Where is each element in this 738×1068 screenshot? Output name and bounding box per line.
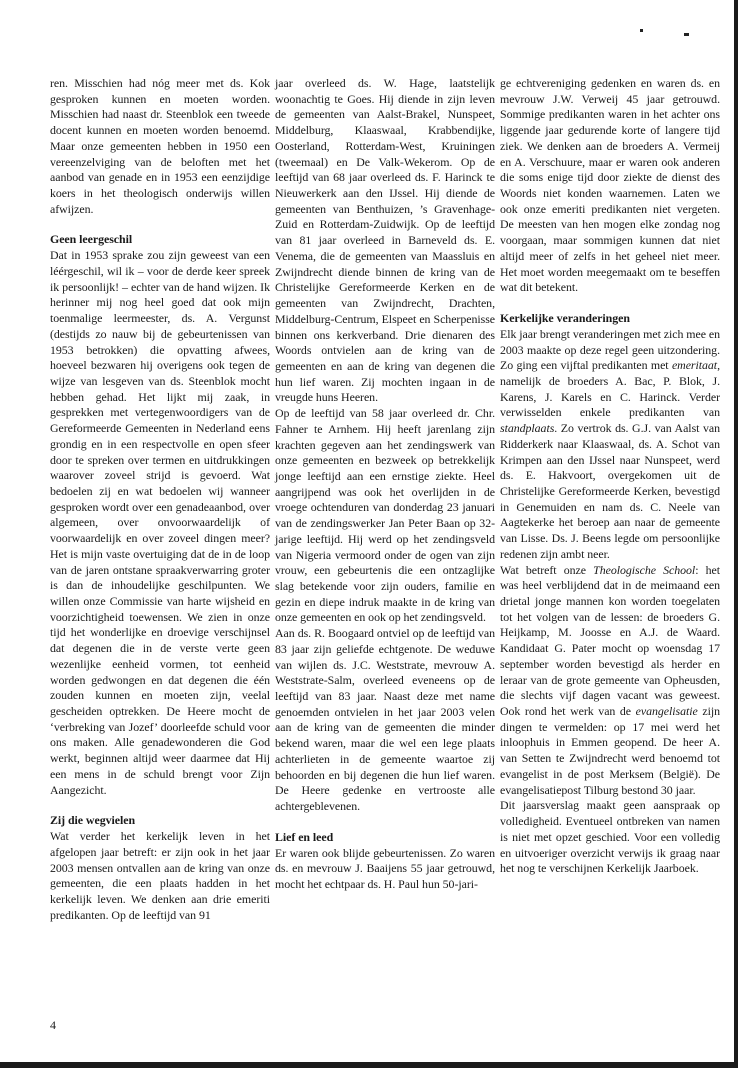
section-heading-zij-die-wegvielen: Zij die wegvielen bbox=[50, 813, 136, 828]
section-heading-geen-leergeschil: Geen leergeschil bbox=[50, 232, 133, 247]
paragraph: Er waren ook blijde gebeurtenissen. Zo waren ds. en mevrouw J. Baaijens 55 jaar getrouwd, mocht het echtpaar ds. H. Paul hun 50-jari- bbox=[275, 845, 495, 891]
text-run: zijn dingen te vermelden: op 17 mei werd het inloophuis in Emmen geopend. De heer A. van Setten te Zwijndrecht werd benoemd tot evangelist in de post Merksem (België). De evangelisatiepost Tilburg bestond 30 jaar. bbox=[500, 704, 720, 797]
paragraph: jaar overleed ds. W. Hage, laatstelijk woonachtig te Goes. Hij diende in zijn leven de gemeenten van Aalst-Brakel, Nunspeet, Middelburg, Klaaswaal, Krabbendijke, Oosterland, Rotterdam-West, Kruiningen (tweemaal) en De Valk-Wekerom. Op de leeftijd van 68 jaar overleed ds. F. Harinck te Nieuwerkerk aan den IJssel. Hij diende de gemeenten van Benthuizen, ’s Gravenhage-Zuid en Rotterdam-Zuidwijk. Op de leeftijd van 81 jaar overleed in Barneveld ds. E. Venema, die de gemeenten van Maassluis en Zwijndrecht diende binnen de kring van de Christelijke Gereformeerde Kerken en de gemeenten van Zwijndrecht, Drachten, Middelburg-Centrum, Elspeet en Scherpenisse binnen ons kerkverband. Drie dienaren des Woords ontvielen aan de kring van de gemeenten en aan de kring van degenen die hun lief waren. Zij mochten ingaan in de vreugde huns Heeren. bbox=[275, 76, 495, 405]
paragraph: Dat in 1953 sprake zou zijn geweest van een léérgeschil, wil ik – voor de derde keer spreek ik persoonlijk! – echter van de hand wijzen. Ik herinner mij nog heel goed dat ook mijn toenmalige leermeester, ds. A. Vergunst (destijds zo nauw bij de gebeurtenissen van 1953 betrokken) die opvatting afwees, hoeveel bezwaren hij overigens ook tegen de wijze van lesgeven van ds. Steenblok mocht hebben gehad. Het lijkt mij zaak, in gesprekken met vertegenwoordigers van de Gereformeerde Gemeenten in Nederland eens grondig en in een respectvolle en open sfeer door te spreken over termen en uitdrukkingen waarover zoveel strijd is gevoerd. Wat bedoelen zij en wat bedoelen wij wanneer gesproken wordt over een genadeaanbod, over algemeen, over onvoorwaardelijk of voorwaardelijk en over zoveel dingen meer? Het is mijn vaste overtuiging dat de in de loop van de jaren ontstane spraakverwarring groter is dan de inhoudelijke geschilpunten. We willen onze Commissie van harte wijsheid en voorzichtigheid toewensen. We zien in onze tijd het wonderlijke en droevige verschijnsel dat degenen die in de verste verte geen wezenlijke eenheid vormen, tot eenheid worden gedwongen en dat degenen die één zouden kunnen en moeten zijn, veelal gescheiden optrekken. De Heere mocht de ‘verbreking van Jozef’ doorleefde schuld voor ons maken. Alle genadewonderen die God werkt, beginnen altijd weer daarmee dat Hij een mens in de schuld brengt voor Zijn Aangezicht. bbox=[50, 248, 270, 797]
column-3 bbox=[500, 76, 720, 877]
text-run: Wat betreft onze bbox=[500, 562, 594, 577]
paragraph bbox=[500, 327, 720, 563]
paragraph bbox=[500, 563, 720, 799]
section-heading-kerkelijke-veranderingen: Kerkelijke veranderingen bbox=[500, 311, 630, 326]
column-2 bbox=[275, 76, 495, 893]
italic-term: standplaats bbox=[500, 421, 555, 436]
paragraph: ge echtvereniging gedenken en waren ds. en mevrouw J.W. Verweij 45 jaar getrouwd. Sommige predikanten waren in het achter ons liggende jaar gedurende korte of langere tijd ziek. We denken aan de broeders A. Vermeij en A. Verschuure, maar er waren ook anderen die soms enige tijd door ziekte de dienst des Woords niet konden waarnemen. Laten we ook onze emeriti predikanten niet vergeten. De meesten van hen mogen elke zondag nog voorgaan, maar sommigen kunnen dat niet altijd meer of zelfs in het geheel niet meer. Het moet worden meegemaakt om te beseffen wat dit betekent. bbox=[500, 76, 720, 295]
scan-speck bbox=[684, 33, 689, 36]
italic-term: evangelisatie bbox=[635, 704, 698, 719]
page-number: 4 bbox=[50, 1018, 56, 1032]
text-run: . Zo vertrok ds. G.J. van Aalst van Ridderkerk naar Klaaswaal, ds. A. Schot van Krimpen aan den IJssel naar Nunspeet, werd ds. E. Hakvoort, overgekomen uit de Christelijke Gereformeerde Kerken, bevestigd in Genemuiden en nam ds. C. Neele van Aagtekerke het beroep aan naar de gemeente van Lisse. Ds. J. Beens legde om persoonlijke redenen zijn ambt neer. bbox=[500, 421, 720, 561]
paragraph: Dit jaarsverslag maakt geen aanspraak op volledigheid. Eventueel ontbreken van namen is niet met opzet geschied. Voor een volledig en uitvoeriger overzicht verwijs ik graag naar het nog te verschijnen Kerkelijk Jaarboek. bbox=[500, 798, 720, 876]
paragraph: ren. Misschien had nóg meer met ds. Kok gesproken kunnen en moeten worden. Misschien had naast dr. Steenblok een tweede docent kunnen en moeten worden benoemd. Maar onze gemeenten hebben in 1950 een vereenzelviging van de beloften met het aanbod van genade en in 1953 een eenzijdige koers in het theologisch onderwijs willen afwijzen. bbox=[50, 76, 270, 216]
text-run: Elk jaar brengt veranderingen met zich mee en 2003 maakte op deze regel geen uitzondering. Zo ging een vijftal predikanten met bbox=[500, 326, 720, 373]
italic-term: Theologische School bbox=[593, 562, 696, 577]
text-run: : het was heel verblijdend dat in de meimaand een drietal jonge mannen kon worden toegelaten tot het volgen van de lessen: de broeders G. Heijkamp, M. Joosse en A.J. de Waard. Kandidaat G. Pater mocht op woensdag 17 september worden bevestigd als herder en leraar van de grote gemeente van Opheusden, die slechts vijf dagen vacant was geweest. Ook rond het werk van de bbox=[500, 562, 720, 719]
section-heading-lief-en-leed: Lief en leed bbox=[275, 829, 334, 844]
italic-term: emeritaat bbox=[671, 358, 718, 373]
text-run: , namelijk de broeders A. Bac, P. Blok, J. Karens, J. Karels en C. Harinck. Verder verwisselden enkele predikanten van bbox=[500, 358, 720, 420]
paragraph: Op de leeftijd van 58 jaar overleed dr. Chr. Fahner te Arnhem. Hij heeft jarenlang zijn krachten gegeven aan het zendingswerk van onze gemeenten en bezweek op betrekkelijk jonge leeftijd aan een ernstige ziekte. Heel aangrijpend was ook het overlijden in de vroege ochtenduren van donderdag 23 januari van de zendingswerker Jan Peter Baan op 32-jarige leeftijd. Hij werd op het zendingsveld van Nigeria vermoord onder de ogen van zijn vrouw, een gebeurtenis die een ontzaglijke slag betekende voor zijn ouders, familie en gezin en diepe indruk maakte in de kring van onze gemeenten en ook op het zendingsveld. bbox=[275, 406, 495, 625]
scan-speck bbox=[640, 29, 643, 32]
scan-edge-bottom bbox=[0, 1062, 738, 1068]
column-1 bbox=[50, 76, 270, 923]
scan-edge-right bbox=[734, 0, 738, 1068]
paragraph: Aan ds. R. Boogaard ontviel op de leeftijd van 83 jaar zijn geliefde echtgenote. De weduwe van wijlen ds. J.C. Weststrate, mevrouw A. Weststrate-Salm, overleed eveneens op de leeftijd van 83 jaar. Naast deze met name genoemden ontvielen in het jaar 2003 velen aan de kring van de gemeenten die minder bekend waren, maar die wel een lege plaats achterlieten in de gemeente waartoe zij behoorden en bij degenen die hun lief waren. De Heere gedenke en vertrooste alle achtergeblevenen. bbox=[275, 626, 495, 814]
paragraph: Wat verder het kerkelijk leven in het afgelopen jaar betreft: er zijn ook in het jaar 2003 mensen ontvallen aan de kring van onze gemeenten, die een plaats hadden in het kerkelijk leven. We denken aan drie emeriti predikanten. Op de leeftijd van 91 bbox=[50, 829, 270, 922]
